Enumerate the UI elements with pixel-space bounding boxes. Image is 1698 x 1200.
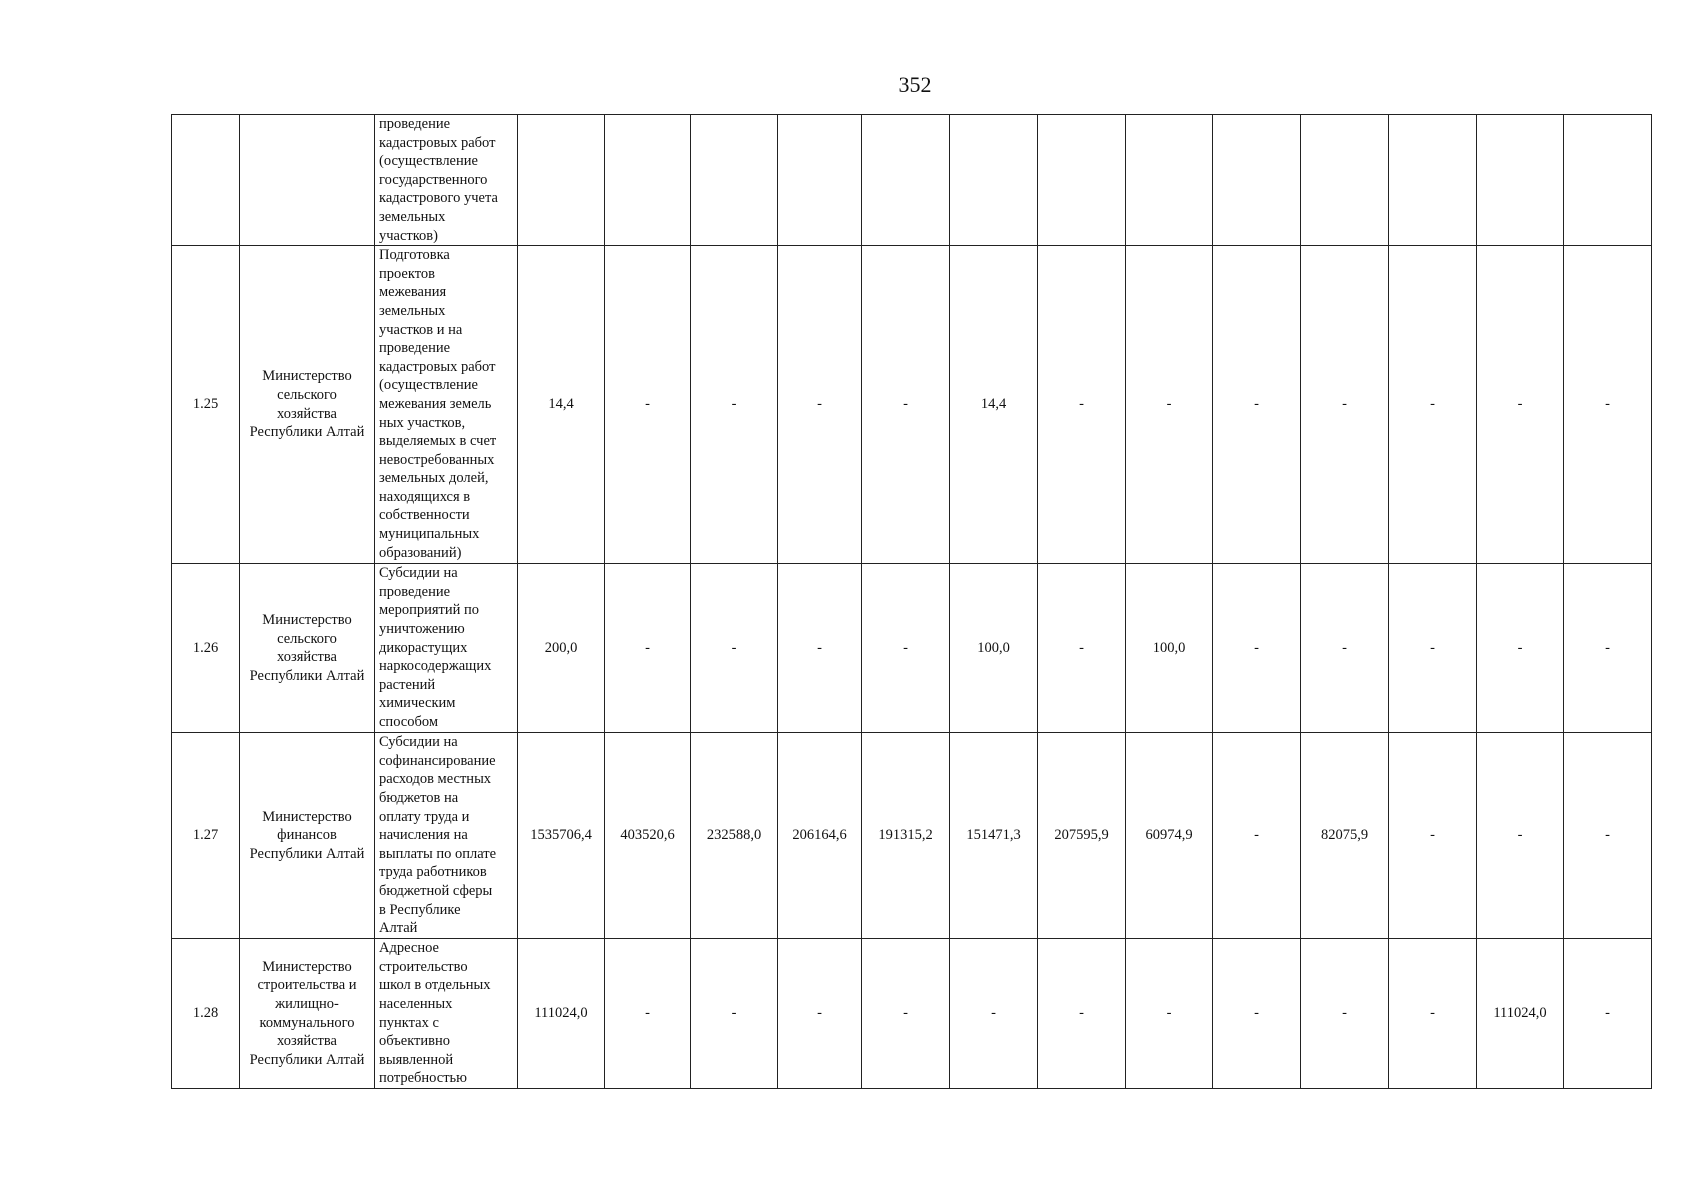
value-cell: -	[950, 939, 1038, 1089]
value-cell: -	[1038, 939, 1126, 1089]
value-cell	[1126, 115, 1213, 246]
description-cell: Адресное строительство школ в отдельных населенных пунктах с объективно выявленной потребностью	[375, 939, 518, 1089]
value-cell: -	[1301, 246, 1389, 564]
organization-cell	[240, 115, 375, 246]
value-cell: -	[1389, 246, 1477, 564]
value-cell	[778, 115, 862, 246]
value-cell	[950, 115, 1038, 246]
value-cell: -	[1213, 564, 1301, 733]
table-row	[172, 115, 1652, 246]
table-row	[172, 564, 1652, 733]
value-cell	[1301, 115, 1389, 246]
value-cell	[1477, 115, 1564, 246]
value-cell: 191315,2	[862, 733, 950, 939]
value-cell: -	[778, 564, 862, 733]
value-cell: 111024,0	[518, 939, 605, 1089]
value-cell: 111024,0	[1477, 939, 1564, 1089]
description-cell: Субсидии на софинансирование расходов местных бюджетов на оплату труда и начисления на выплаты по оплате труда работников бюджетной сферы в Республике Алтай	[375, 733, 518, 939]
value-cell: -	[1038, 564, 1126, 733]
value-cell: -	[1126, 939, 1213, 1089]
row-number-cell	[172, 115, 240, 246]
value-cell: 100,0	[1126, 564, 1213, 733]
value-cell: -	[862, 564, 950, 733]
value-cell: -	[1038, 246, 1126, 564]
value-cell: -	[1301, 939, 1389, 1089]
value-cell: -	[691, 939, 778, 1089]
page-number: 352	[898, 72, 932, 97]
description-cell: проведение кадастровых работ (осуществление государственного кадастрового учета земельных участков)	[375, 115, 518, 246]
description-cell: Подготовка проектов межевания земельных участков и на проведение кадастровых работ (осуществление межевания земель ных участков, выделяемых в счет невостребованных земельных долей, находящихся в собственности муниципальных образований)	[375, 246, 518, 564]
value-cell: -	[778, 246, 862, 564]
value-cell: -	[691, 564, 778, 733]
organization-cell: Министерство строительства и жилищно- коммунального хозяйства Республики Алтай	[240, 939, 375, 1089]
row-number-cell: 1.25	[172, 246, 240, 564]
value-cell: -	[1389, 733, 1477, 939]
description-cell: Субсидии на проведение мероприятий по уничтожению дикорастущих наркосодержащих растений химическим способом	[375, 564, 518, 733]
value-cell	[1389, 115, 1477, 246]
value-cell: 60974,9	[1126, 733, 1213, 939]
value-cell: -	[605, 564, 691, 733]
value-cell: 403520,6	[605, 733, 691, 939]
value-cell: -	[1477, 564, 1564, 733]
value-cell: 207595,9	[1038, 733, 1126, 939]
organization-cell: Министерство финансов Республики Алтай	[240, 733, 375, 939]
row-number-cell: 1.27	[172, 733, 240, 939]
value-cell: -	[1564, 733, 1652, 939]
budget-table	[171, 114, 1652, 1089]
value-cell: -	[862, 246, 950, 564]
value-cell: -	[1301, 564, 1389, 733]
row-number-cell: 1.28	[172, 939, 240, 1089]
value-cell	[518, 115, 605, 246]
value-cell: -	[1564, 564, 1652, 733]
organization-cell: Министерство сельского хозяйства Республики Алтай	[240, 246, 375, 564]
value-cell: -	[605, 939, 691, 1089]
value-cell: -	[778, 939, 862, 1089]
value-cell: 82075,9	[1301, 733, 1389, 939]
value-cell: 1535706,4	[518, 733, 605, 939]
value-cell: -	[1126, 246, 1213, 564]
value-cell: 206164,6	[778, 733, 862, 939]
value-cell: -	[1564, 939, 1652, 1089]
value-cell	[691, 115, 778, 246]
value-cell: 151471,3	[950, 733, 1038, 939]
value-cell: -	[1477, 246, 1564, 564]
value-cell: -	[691, 246, 778, 564]
value-cell: -	[1477, 733, 1564, 939]
value-cell: -	[1564, 246, 1652, 564]
value-cell: 14,4	[950, 246, 1038, 564]
row-number-cell: 1.26	[172, 564, 240, 733]
table-row	[172, 733, 1652, 939]
value-cell: -	[1213, 939, 1301, 1089]
table-row	[172, 939, 1652, 1089]
value-cell: 200,0	[518, 564, 605, 733]
value-cell: 232588,0	[691, 733, 778, 939]
value-cell	[1213, 115, 1301, 246]
value-cell	[605, 115, 691, 246]
value-cell: -	[1389, 939, 1477, 1089]
value-cell: -	[1213, 733, 1301, 939]
organization-cell: Министерство сельского хозяйства Республики Алтай	[240, 564, 375, 733]
value-cell: -	[1213, 246, 1301, 564]
value-cell: -	[862, 939, 950, 1089]
table-body	[172, 115, 1652, 1089]
value-cell	[1564, 115, 1652, 246]
value-cell: 14,4	[518, 246, 605, 564]
value-cell: -	[1389, 564, 1477, 733]
value-cell	[1038, 115, 1126, 246]
value-cell: 100,0	[950, 564, 1038, 733]
value-cell	[862, 115, 950, 246]
table-row	[172, 246, 1652, 564]
value-cell: -	[605, 246, 691, 564]
